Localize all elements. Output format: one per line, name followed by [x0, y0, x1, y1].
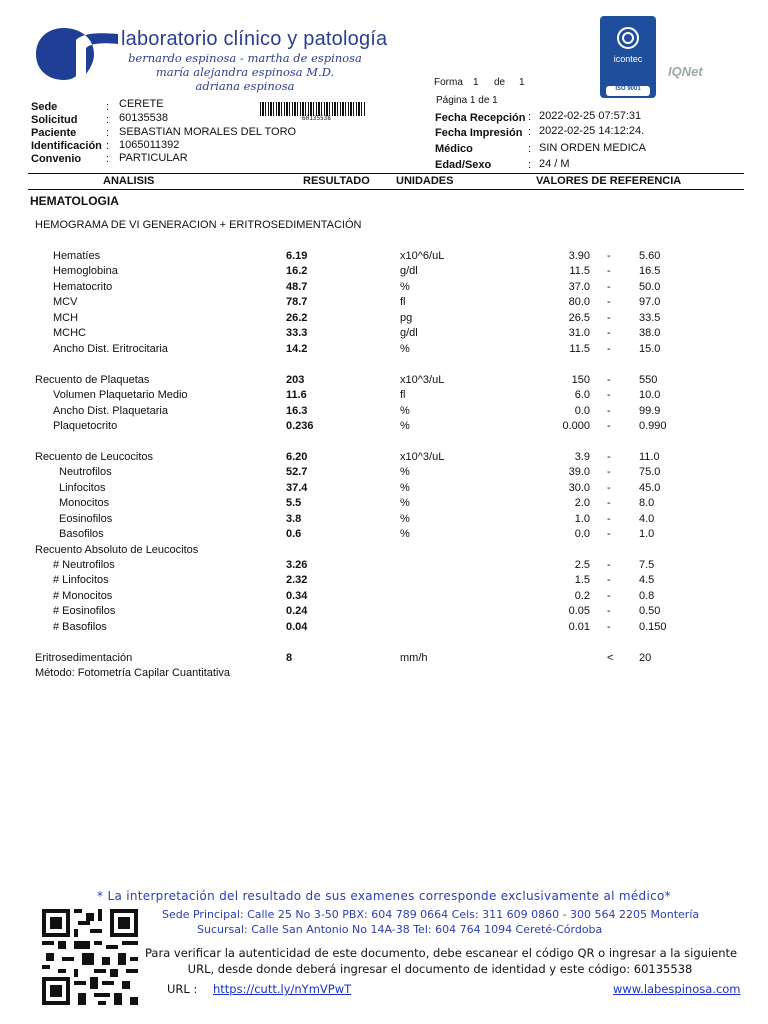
table-row	[0, 574, 768, 589]
table-row	[0, 435, 768, 450]
colon: :	[106, 101, 110, 113]
ref-separator: -	[607, 311, 611, 324]
url-label: URL :	[167, 982, 198, 996]
table-row	[0, 590, 768, 605]
table-row	[0, 265, 768, 280]
ref-high: 15.0	[639, 342, 661, 355]
rule-bottom	[28, 189, 744, 190]
ref-low: 150	[571, 373, 590, 386]
result-value: 6.20	[286, 450, 308, 463]
page-number: Página 1 de 1	[436, 95, 498, 106]
lab-name: laboratorio clínico y patología	[121, 28, 388, 50]
edad-sexo-value: 24 / M	[539, 158, 570, 170]
unit: g/dl	[400, 265, 418, 278]
analysis-name: # Eosinofilos	[53, 605, 116, 618]
analysis-name: Ancho Dist. Eritrocitaria	[53, 342, 168, 355]
barcode-text: 60135538	[302, 115, 331, 122]
medico-value: SIN ORDEN MEDICA	[539, 142, 646, 154]
ref-high: 550	[639, 373, 658, 386]
table-row	[0, 559, 768, 574]
result-value: 11.6	[286, 389, 307, 402]
fecha-recepcion-label: Fecha Recepción	[435, 112, 526, 124]
table-row	[0, 374, 768, 389]
ref-low: 0.0	[574, 528, 590, 541]
table-row	[0, 528, 768, 543]
result-value: 48.7	[286, 280, 308, 293]
qr-code[interactable]	[42, 909, 138, 1005]
result-value: 0.24	[286, 605, 308, 618]
unit: %	[400, 466, 410, 479]
address-main: Sede Principal: Calle 25 No 3-50 PBX: 604 789 0664 Cels: 311 609 0860 - 300 564 2205 Montería	[162, 908, 700, 921]
ref-low: 11.5	[569, 265, 590, 278]
table-row	[0, 636, 768, 651]
ref-separator: -	[607, 342, 611, 355]
result-value: 37.4	[286, 481, 308, 494]
analysis-name: Recuento de Plaquetas	[35, 373, 150, 386]
sede-label: Sede	[31, 101, 58, 113]
table-row	[0, 327, 768, 342]
ref-separator: -	[607, 559, 611, 571]
ref-separator: -	[607, 296, 611, 309]
analysis-name: Monocitos	[59, 497, 110, 510]
col-valores-referencia: VALORES DE REFERENCIA	[536, 175, 682, 187]
colon: :	[106, 153, 110, 165]
ref-separator: -	[607, 512, 611, 525]
ref-high: 10.0	[639, 389, 661, 402]
ref-high: 45.0	[639, 481, 661, 494]
table-row	[0, 358, 768, 373]
table-row	[0, 451, 768, 466]
analysis-name: Basofilos	[59, 528, 104, 541]
ref-low: 2.0	[574, 497, 590, 510]
ref-separator: -	[607, 605, 611, 618]
ref-high: 5.60	[639, 250, 661, 262]
verify-url-link[interactable]: https://cutt.ly/nYmVPwT	[213, 982, 352, 996]
ref-low: 26.5	[568, 311, 590, 324]
unit: %	[400, 481, 410, 494]
result-value: 0.34	[286, 589, 308, 602]
colon: :	[528, 126, 532, 138]
result-value: 203	[286, 373, 305, 386]
ref-low: 3.9	[574, 450, 590, 463]
identificacion-value: 1065011392	[119, 139, 180, 151]
colon: :	[106, 127, 110, 139]
ref-separator: -	[607, 265, 611, 278]
col-unidades: UNIDADES	[396, 175, 454, 187]
col-analisis: ANALISIS	[103, 175, 155, 187]
analysis-name: Hemoglobina	[53, 265, 118, 278]
ref-high: 0.990	[639, 419, 667, 432]
verify-text-2: URL, desde donde deberá ingresar el documento de identidad y este código: 60135538	[187, 962, 693, 976]
table-row	[0, 497, 768, 512]
table-row	[0, 667, 768, 682]
analysis-name: # Basofilos	[53, 620, 107, 633]
analysis-name: MCH	[53, 311, 79, 324]
result-value: 14.2	[286, 342, 308, 355]
ref-high: 38.0	[639, 327, 661, 340]
analysis-name: MCV	[53, 296, 78, 309]
analysis-name: Volumen Plaquetario Medio	[53, 389, 188, 402]
ref-high: 33.5	[639, 311, 661, 324]
forma-de: de	[494, 77, 506, 88]
ref-separator: -	[607, 404, 611, 417]
analysis-name: # Monocitos	[53, 589, 113, 602]
lab-subtitle-3: adriana espinosa	[195, 79, 295, 93]
analysis-name: Ancho Dist. Plaquetaria	[53, 404, 168, 417]
group-title: HEMOGRAMA DE VI GENERACION + ERITROSEDIMENTACIÓN	[35, 219, 362, 231]
disclaimer-note: * La interpretación del resultado de sus examenes corresponde exclusivamente al médico*	[97, 889, 671, 903]
unit: %	[400, 528, 410, 541]
solicitud-label: Solicitud	[31, 114, 78, 126]
colon: :	[106, 140, 110, 152]
barcode	[260, 102, 366, 116]
unit: %	[400, 342, 410, 355]
ref-low: 80.0	[568, 296, 590, 309]
analysis-name: Método: Fotometría Capilar Cuantitativa	[35, 667, 231, 680]
colon: :	[106, 114, 110, 126]
unit: %	[400, 280, 410, 293]
colon: :	[528, 111, 532, 123]
seal-text: icontec	[613, 54, 643, 64]
result-value: 3.26	[286, 559, 308, 571]
unit: mm/h	[400, 651, 428, 664]
table-row	[0, 405, 768, 420]
table-row	[0, 544, 768, 559]
paciente-value: SEBASTIAN MORALES DEL TORO	[119, 126, 297, 138]
ref-high: 0.50	[639, 605, 661, 618]
ref-low: 37.0	[568, 280, 590, 293]
unit: %	[400, 419, 410, 432]
result-value: 16.2	[286, 265, 308, 278]
unit: fl	[400, 296, 406, 309]
unit: fl	[400, 389, 406, 402]
table-row	[0, 621, 768, 636]
icontec-seal	[600, 16, 656, 98]
table-row	[0, 250, 768, 265]
paciente-label: Paciente	[31, 127, 77, 139]
ref-separator: -	[607, 497, 611, 510]
analysis-name: Recuento Absoluto de Leucocitos	[35, 543, 199, 556]
table-row	[0, 281, 768, 296]
medico-label: Médico	[435, 143, 473, 155]
address-branch: Sucursal: Calle San Antonio No 14A-38 Tel: 604 764 1094 Cereté-Córdoba	[197, 923, 603, 936]
ref-separator: -	[607, 620, 611, 633]
analysis-name: Eosinofilos	[59, 512, 113, 525]
seal-iso: ISO 9001	[615, 86, 641, 92]
ref-separator: -	[607, 373, 611, 386]
ref-separator: -	[607, 389, 611, 402]
unit: g/dl	[400, 327, 418, 340]
ref-high: 4.5	[639, 574, 655, 587]
lab-subtitle-2: maría alejandra espinosa M.D.	[155, 65, 335, 79]
ref-low: 0.05	[568, 605, 590, 618]
table-row	[0, 312, 768, 327]
forma-num: 1	[473, 77, 479, 88]
table-row	[0, 605, 768, 620]
colon: :	[528, 159, 532, 171]
ref-separator: <	[607, 651, 614, 664]
verify-text-1: Para verificar la autenticidad de este documento, debe escanear el código QR o ingresar a la siguiente	[145, 946, 738, 960]
edad-sexo-label: Edad/Sexo	[435, 159, 492, 171]
section-title: HEMATOLOGIA	[30, 194, 119, 208]
analysis-name: # Neutrofilos	[53, 559, 115, 571]
result-value: 3.8	[286, 512, 302, 525]
ref-separator: -	[607, 528, 611, 541]
convenio-value: PARTICULAR	[119, 152, 188, 164]
unit: x10^6/uL	[400, 250, 445, 262]
result-value: 5.5	[286, 497, 302, 510]
ref-low: 0.000	[562, 419, 590, 432]
identificacion-label: Identificación	[31, 140, 102, 152]
ref-high: 8.0	[639, 497, 655, 510]
table-row	[0, 420, 768, 435]
ref-separator: -	[607, 481, 611, 494]
fecha-recepcion-value: 2022-02-25 07:57:31	[539, 110, 642, 122]
unit: %	[400, 497, 410, 510]
analysis-name: Eritrosedimentación	[35, 651, 133, 664]
ref-low: 1.0	[574, 512, 590, 525]
ref-low: 0.2	[574, 589, 590, 602]
table-row	[0, 343, 768, 358]
ref-low: 39.0	[568, 466, 590, 479]
table-row	[0, 652, 768, 667]
result-value: 6.19	[286, 250, 308, 262]
ref-separator: -	[607, 327, 611, 340]
ref-high: 20	[639, 651, 652, 664]
result-value: 0.04	[286, 620, 308, 633]
result-value: 26.2	[286, 311, 308, 324]
analysis-name: Neutrofilos	[59, 466, 112, 479]
ref-high: 50.0	[639, 280, 661, 293]
result-value: 33.3	[286, 327, 308, 340]
ref-high: 1.0	[639, 528, 655, 541]
ref-low: 11.5	[569, 342, 590, 355]
forma-total: 1	[519, 77, 525, 88]
rule-top	[28, 173, 744, 174]
ref-low: 31.0	[568, 327, 590, 340]
analysis-name: Plaquetocrito	[53, 419, 118, 432]
ref-separator: -	[607, 450, 611, 463]
ref-high: 0.8	[639, 589, 655, 602]
result-value: 0.236	[286, 419, 314, 432]
result-value: 16.3	[286, 404, 308, 417]
unit: x10^3/uL	[400, 373, 445, 386]
result-value: 2.32	[286, 574, 308, 587]
analysis-name: Hematocrito	[53, 280, 113, 293]
ref-high: 97.0	[639, 296, 661, 309]
analysis-name: Linfocitos	[59, 481, 106, 494]
table-row	[0, 513, 768, 528]
result-value: 0.6	[286, 528, 302, 541]
ref-separator: -	[607, 574, 611, 587]
table-row	[0, 296, 768, 311]
ref-high: 0.150	[639, 620, 667, 633]
ref-separator: -	[607, 250, 611, 262]
lab-subtitle-1: bernardo espinosa - martha de espinosa	[128, 51, 362, 65]
ref-low: 6.0	[574, 389, 590, 402]
ref-high: 7.5	[639, 559, 655, 571]
ref-separator: -	[607, 589, 611, 602]
analysis-name: MCHC	[53, 327, 86, 340]
colon: :	[528, 143, 532, 155]
website-link[interactable]: www.labespinosa.com	[613, 982, 741, 996]
col-resultado: RESULTADO	[303, 175, 370, 187]
sede-value: CERETE	[119, 98, 164, 110]
ref-separator: -	[607, 419, 611, 432]
icontec-icon	[616, 26, 640, 50]
analysis-name: Hematíes	[53, 250, 101, 262]
ref-low: 0.0	[574, 404, 590, 417]
ref-high: 11.0	[639, 450, 660, 463]
ref-high: 75.0	[639, 466, 661, 479]
ref-low: 2.5	[574, 559, 590, 571]
analysis-name: Recuento de Leucocitos	[35, 450, 154, 463]
iqnet-logo: IQNet	[668, 64, 703, 79]
ref-high: 4.0	[639, 512, 655, 525]
forma-label: Forma	[434, 77, 463, 88]
analysis-name: # Linfocitos	[53, 574, 109, 587]
ref-low: 1.5	[574, 574, 590, 587]
unit: x10^3/uL	[400, 450, 445, 463]
table-row	[0, 466, 768, 481]
result-value: 8	[286, 651, 293, 664]
result-value: 52.7	[286, 466, 308, 479]
fecha-impresion-value: 2022-02-25 14:12:24.	[539, 125, 645, 137]
unit: pg	[400, 311, 413, 324]
ref-high: 99.9	[639, 404, 661, 417]
convenio-label: Convenio	[31, 153, 82, 165]
solicitud-value: 60135538	[119, 112, 168, 124]
ref-low: 3.90	[568, 250, 590, 262]
lab-logo	[34, 26, 118, 82]
table-row	[0, 389, 768, 404]
ref-separator: -	[607, 466, 611, 479]
unit: %	[400, 512, 410, 525]
ref-low: 0.01	[568, 620, 590, 633]
ref-separator: -	[607, 280, 611, 293]
result-value: 78.7	[286, 296, 308, 309]
ref-high: 16.5	[639, 265, 661, 278]
ref-low: 30.0	[568, 481, 590, 494]
table-row	[0, 482, 768, 497]
unit: %	[400, 404, 410, 417]
fecha-impresion-label: Fecha Impresión	[435, 127, 523, 139]
